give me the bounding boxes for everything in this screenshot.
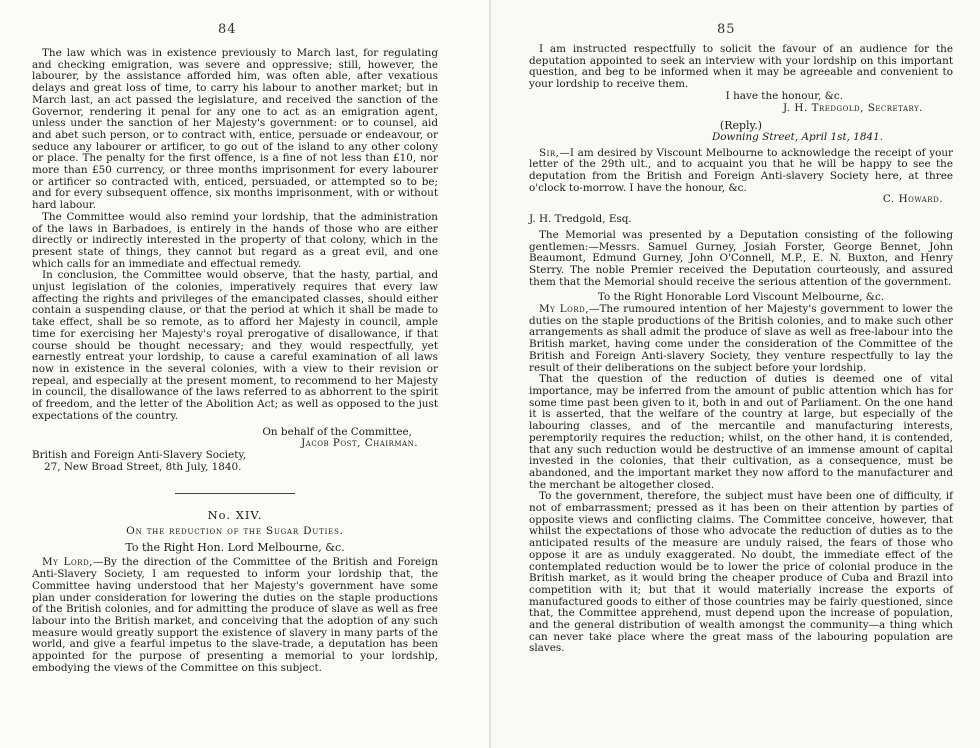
right-column [529,44,953,655]
signatory: C. Howard. [882,193,943,206]
paragraph: The law which was in existence previously to March last, for regulating and checking emigration, was severe and oppressive; still, however, the labourer, by the assistance afforded him, was often able, after vexatious delays and great loss of time, to carry his labour to another market; but in March last, an act passed the legislature, and received the sanction of the Governor, rendering it penal for any one to act as an emigration agent, unless under the sanction of her Majesty's government: or to counsel, aid and abet such person, or to contract with, entice, persuade or endeavour, or seduce any labourer or artificer, to go out of the island to any other colony or place. The penalty for the first offence, is a fine of not less than £10, nor more than £50 currency, or three months imprisonment for every labourer or artificer so contracted with, enticed, persuaded, or attempted so to be; and for every subsequent offence, six months imprisonment, with or without hard labour. [32,47,438,212]
memorial-addressee: To the Right Honorable Lord Viscount Melbourne, &c. [597,291,885,304]
paragraph-text: —The rumoured intention of her Majesty's government to lower the duties on the staple productions of the British colonies, and to make such other arrangements as shall admit the produce of slave as well as free-labour into the British market, having come under the consideration of the Committee of the British and Foreign Anti-slavery Society, they venture respectfully to lay the result of their deliberations on the subject before your lordship. [529,303,953,374]
paragraph [529,304,953,374]
reply-label: (Reply.) [719,119,763,133]
address-line: 27, New Broad Street, 8th July, 1840. [44,460,242,473]
reply-date: Downing Street, April 1st, 1841. [711,130,883,143]
salutation: My Lord, [42,556,93,569]
paragraph: In conclusion, the Committee would observe, that the hasty, partial, and unjust legislation of the colonies, imperatively requires that every law affecting the rights and privileges of the emancipated classes, should either contain a suspending clause, or that the period at which it shall be made to take effect, shall be so remote, as to afford her Majesty in council, ample time for exercising her Majesty's royal prerogative of disallowance, if that course should be thought necessary; and they would respectfully, yet earnestly entreat your lordship, to cause a careful examination of all laws now in existence in the several colonies, with a view to their revision or repeal, and especially at the present moment, to recommend to her Majesty in council, the disallowance of the laws referred to as abhorrent to the spirit of freedom, and the letter of the Abolition Act; as well as opposed to the just expectations of the country. [32,269,438,422]
paragraph: That the question of the reduction of duties is deemed one of vital importance, may be inferred from the amount of public attention which has for some time past been given to it, both in and out of Parliament. On the one hand it is asserted, that the welfare of the country at large, but especially of the labouring classes, and of the mercantile and manufacturing interests, peremptorily requires the reduction; whilst, on the other hand, it is contended, that any such reduction would be destructive of an immense amount of capital invested in the colonies, that their cultivation, as a consequence, must be abandoned, and the important market they now afford to the manufacturer and the merchant be altogether closed. [529,373,953,491]
salutation: My Lord, [539,303,590,316]
left-column [32,48,438,674]
paragraph-text: —By the direction of the Committee of the British and Foreign Anti-Slavery Society, I am requested to inform your lordship that, the Committee having understood that her Majesty's government have some plan under consideration for lowering the duties on the staple productions of the British colonies, and for admitting the produce of slave as well as free labour into the British market, and conceiving that the adoption of any such measure would greatly support the existence of slavery in many parts of the world, and give a fearful impetus to the slave-trade, a deputation has been appointed for the purpose of presenting a memorial to your lordship, embodying the views of the Committee on this subject. [32,556,438,674]
paragraph: To the government, therefore, the subject must have been one of difficulty, if not of embarrassment; pressed as it has been on their attention by parties of opposite views and conflicting claims. The Committee conceive, however, that whilst the expectations of those who advocate the reduction of duties as to the anticipated results of the measure are unduly raised, the fears of those who oppose it are as unduly exaggerated. No doubt, the immediate effect of the contemplated reduction would be to lower the price of colonial produce in the British market, as it would bring the cheaper produce of Cuba and Brazil into competition with it; but that it would materially increase the exports of manufactured goods to either of those countries may be fairly questioned, since that, the Committee apprehend, must depend upon the increase of population, and the general distribution of wealth amongst the community—a thing which can never take place where the great mass of the labouring population are slaves. [529,490,953,655]
section-addressee: To the Right Hon. Lord Melbourne, &c. [125,540,345,554]
address-line: British and Foreign Anti-Slavery Society, [32,448,247,461]
paragraph [32,557,438,674]
closing: I have the honour, &c. [725,89,843,102]
paragraph: The Committee would also remind your lordship, that the administration of the laws in Barbadoes, is entirely in the hands of those who are either directly or indirectly interested in the property of that colony, which in the present state of things, they cannot but regard as a great evil, and one which calls for an immediate and effectual remedy. [32,210,438,270]
salutation: Sir, [539,146,560,159]
section-divider [175,493,295,494]
right-page [491,0,980,748]
left-page [0,0,489,748]
signatory: J. H. Tredgold, Secretary. [782,101,923,114]
addressee: J. H. Tredgold, Esq. [529,213,632,226]
signoff: On behalf of the Committee, [262,425,412,438]
paragraph-text: —I am desired by Viscount Melbourne to acknowledge the receipt of your letter of the 29th ult., and to acquaint you that he will be happy to see the deputation from the British and Foreign Anti-slavery Society here, at three o'clock to-morrow. I have the honour, &c. [529,146,953,194]
paragraph [529,148,953,195]
section-title: On the reduction of the Sugar Duties. [126,525,344,538]
paragraph: The Memorial was presented by a Deputation consisting of the following gentlemen:—Messrs. Samuel Gurney, Josiah Forster, George Bennet, John Beaumont, Edmund Gurney, John O'Connell, M.P., E. N. Buxton, and Henry Sterry. The noble Premier received the Deputation courteously, and assured them that the Memorial should receive the serious attention of the government. [529,228,953,288]
signatory: Jacob Post, Chairman. [301,437,418,450]
section-number: No. XIV. [207,508,263,523]
page-number: 85 [717,22,736,37]
page-number: 84 [218,22,237,37]
paragraph: I am instructed respectfully to solicit the favour of an audience for the deputation appointed to seek an interview with your lordship on this important question, and beg to be informed when it may be agreeable and convenient to your lordship to receive them. [529,43,953,91]
